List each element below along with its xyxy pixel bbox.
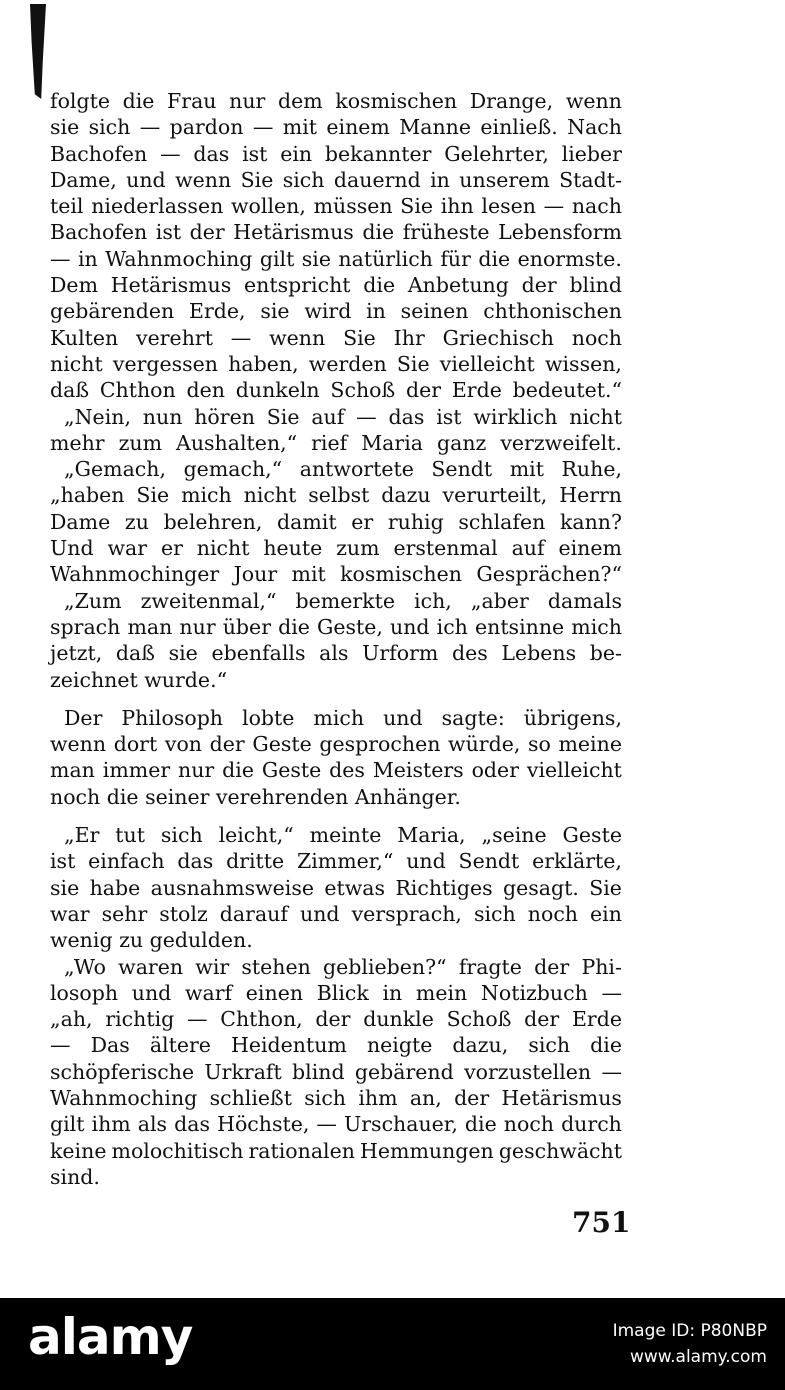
- text-line: Bachofen ist der Hetärismus die früheste Lebensform: [50, 220, 622, 245]
- text-line: „ah, richtig — Chthon, der dunkle Schoß der Erde: [50, 1007, 622, 1032]
- text-line: Bachofen — das ist ein bekannter Gelehrter, lieber: [50, 141, 622, 166]
- text-line: Wahnmochinger Jour mit kosmischen Gesprächen?“: [50, 562, 622, 587]
- text-line: „haben Sie mich nicht selbst dazu verurteilt, Herrn: [50, 483, 622, 508]
- text-line: folgte die Frau nur dem kosmischen Drange, wenn: [50, 89, 622, 113]
- text-line: Wahnmoching schließt sich ihm an, der Hetärismus: [50, 1085, 622, 1110]
- text-line: war sehr stolz darauf und versprach, sich noch ein: [50, 901, 622, 926]
- text-line: Und war er nicht heute zum erstenmal auf einem: [50, 536, 622, 561]
- text-line: man immer nur die Geste des Meisters oder vielleicht: [50, 758, 622, 783]
- scan-edge-mark: [30, 4, 46, 99]
- text-line: sie sich — pardon — mit einem Manne einließ. Nach: [50, 115, 622, 140]
- text-line: losoph und warf einen Blick in mein Notizbuch —: [50, 980, 622, 1005]
- text-line: gebärenden Erde, sie wird in seinen chthonischen: [50, 299, 622, 324]
- text-line: gilt ihm als das Höchste, — Urschauer, die noch durch: [50, 1112, 622, 1137]
- text-line: ist einfach das dritte Zimmer,“ und Sendt erklärte,: [50, 849, 622, 874]
- text-line: — in Wahnmoching gilt sie natürlich für die enormste.: [50, 246, 622, 271]
- text-line: wenn dort von der Geste gesprochen würde, so meine: [50, 732, 622, 757]
- text-line: „Er tut sich leicht,“ meinte Maria, „seine Geste: [64, 823, 622, 848]
- footer-image-id: Image ID: P80NBP: [612, 1321, 767, 1341]
- text-line: daß Chthon den dunkeln Schoß der Erde bedeutet.“: [50, 378, 622, 403]
- footer-info: [613, 1318, 767, 1370]
- text-line: „Gemach, gemach,“ antwortete Sendt mit Ruhe,: [64, 457, 622, 482]
- page-number: 751: [572, 1206, 631, 1239]
- text-line: sprach man nur über die Geste, und ich entsinne mich: [50, 614, 622, 639]
- text-line: sie habe ausnahmsweise etwas Richtiges gesagt. Sie: [50, 875, 622, 900]
- footer-logo: alamy: [28, 1308, 193, 1366]
- text-line: — Das ältere Heidentum neigte dazu, sich die: [50, 1033, 622, 1058]
- text-line: sind.: [50, 1164, 100, 1189]
- text-line: „Zum zweitenmal,“ bemerkte ich, „aber damals: [64, 588, 622, 613]
- text-line: schöpferische Urkraft blind gebärend vorzustellen —: [50, 1059, 622, 1084]
- text-line: „Nein, nun hören Sie auf — das ist wirklich nicht: [64, 404, 622, 429]
- text-line: Der Philosoph lobte mich und sagte: übrigens,: [64, 705, 622, 730]
- text-line: mehr zum Aushalten,“ rief Maria ganz verzweifelt.: [50, 430, 622, 455]
- text-line: wenig zu gedulden.: [50, 928, 253, 953]
- text-line: keine molochitisch rationalen Hemmungen geschwächt: [50, 1138, 622, 1163]
- text-line: Kulten verehrt — wenn Sie Ihr Griechisch noch: [50, 325, 622, 350]
- text-line: nicht vergessen haben, werden Sie vielleicht wissen,: [50, 351, 622, 376]
- text-line: „Wo waren wir stehen geblieben?“ fragte der Phi-: [64, 954, 622, 979]
- page-body-text: [50, 88, 622, 1190]
- text-line: Dame, und wenn Sie sich dauernd in unserem Stadt-: [50, 167, 622, 192]
- watermark-footer: [0, 1298, 785, 1390]
- text-line: noch die seiner verehrenden Anhänger.: [50, 784, 461, 809]
- text-line: teil niederlassen wollen, müssen Sie ihn lesen — nach: [50, 194, 622, 219]
- text-line: Dame zu belehren, damit er ruhig schlafen kann?: [50, 509, 622, 534]
- footer-url: www.alamy.com: [629, 1347, 767, 1367]
- text-line: jetzt, daß sie ebenfalls als Urform des Lebens be-: [50, 641, 622, 666]
- text-line: zeichnet wurde.“: [50, 667, 228, 692]
- text-line: Dem Hetärismus entspricht die Anbetung der blind: [50, 273, 622, 298]
